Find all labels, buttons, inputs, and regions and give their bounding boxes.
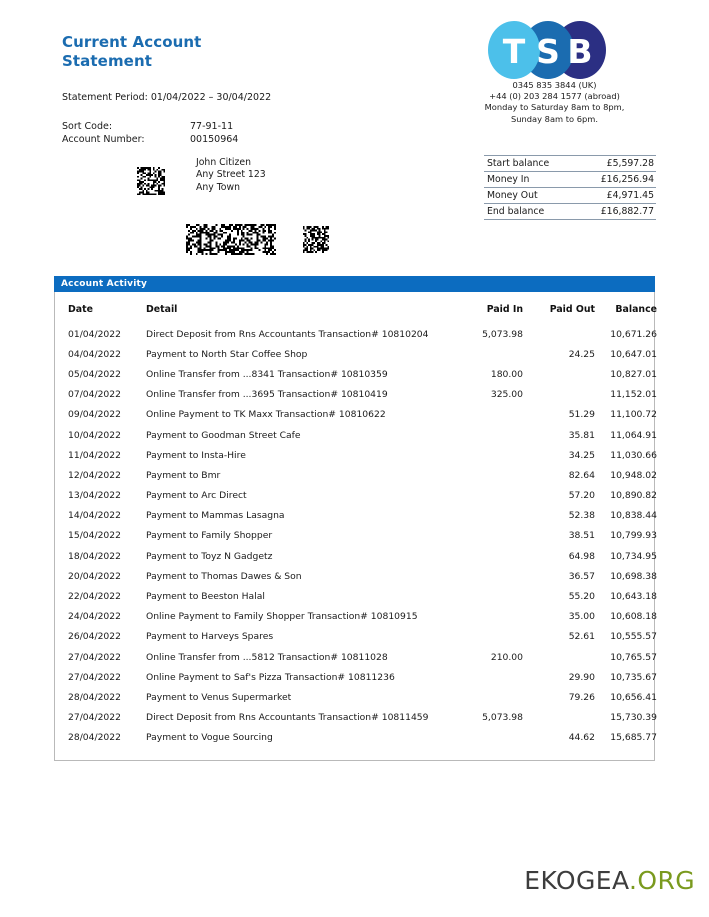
cell-detail: Payment to North Star Coffee Shop bbox=[146, 348, 308, 360]
datamatrix-code-small-icon bbox=[303, 226, 329, 253]
cell-paid-in bbox=[451, 344, 523, 364]
contact-phone-uk: 0345 835 3844 (UK) bbox=[512, 80, 597, 90]
cell-date: 28/04/2022 bbox=[68, 691, 121, 703]
table-row bbox=[55, 647, 668, 667]
cell-detail: Payment to Bmr bbox=[146, 469, 221, 481]
cell-detail: Online Transfer from ...3695 Transaction# 10810419 bbox=[146, 389, 388, 401]
tsb-logo bbox=[482, 20, 622, 80]
cell-paid-in: 5,073.98 bbox=[482, 712, 523, 724]
cell-balance: 11,100.72 bbox=[610, 409, 657, 421]
svg-text:S: S bbox=[536, 32, 560, 71]
balance-summary bbox=[484, 155, 656, 220]
cell-paid-in bbox=[451, 607, 523, 627]
ekogea-watermark bbox=[524, 866, 695, 895]
table-row bbox=[55, 586, 668, 606]
cell-balance: 10,647.01 bbox=[610, 348, 657, 360]
cell-detail: Payment to Beeston Halal bbox=[146, 591, 265, 603]
cell-paid-in bbox=[451, 627, 523, 647]
cell-date: 27/04/2022 bbox=[68, 651, 121, 663]
cell-paid-in: 180.00 bbox=[490, 368, 523, 380]
cell-balance: 10,671.26 bbox=[610, 328, 657, 340]
cell-date: 27/04/2022 bbox=[68, 712, 121, 724]
cell-paid-in bbox=[451, 445, 523, 465]
cell-paid-in: 210.00 bbox=[490, 651, 523, 663]
cell-balance: 10,948.02 bbox=[610, 469, 657, 481]
column-header-balance: Balance bbox=[615, 304, 657, 315]
summary-row-end-balance bbox=[484, 203, 656, 220]
summary-row-money-in bbox=[484, 171, 656, 187]
cell-date: 26/04/2022 bbox=[68, 631, 121, 643]
cell-detail: Direct Deposit from Rns Accountants Transaction# 10810204 bbox=[146, 328, 429, 340]
table-header-row bbox=[55, 292, 668, 324]
transactions-table bbox=[55, 292, 668, 760]
customer-name: John Citizen bbox=[196, 157, 251, 168]
cell-date: 27/04/2022 bbox=[68, 671, 121, 683]
cell-detail: Payment to Vogue Sourcing bbox=[146, 732, 273, 744]
table-row bbox=[55, 627, 668, 647]
table-row bbox=[55, 566, 668, 586]
cell-paid-in bbox=[451, 566, 523, 586]
summary-label: Start balance bbox=[487, 157, 550, 169]
cell-paid-out bbox=[523, 385, 595, 405]
cell-detail: Payment to Insta-Hire bbox=[146, 449, 246, 461]
column-header-paid-in: Paid In bbox=[486, 304, 523, 315]
cell-detail: Online Payment to Family Shopper Transaction# 10810915 bbox=[146, 611, 418, 623]
cell-detail: Payment to Mammas Lasagna bbox=[146, 510, 285, 522]
cell-detail: Online Payment to Saf's Pizza Transaction# 10811236 bbox=[146, 671, 395, 683]
contact-hours-sunday: Sunday 8am to 6pm. bbox=[511, 113, 598, 124]
barcode-wide-icon bbox=[186, 224, 276, 255]
table-row bbox=[55, 728, 668, 748]
cell-paid-in bbox=[451, 465, 523, 485]
cell-detail: Online Payment to TK Maxx Transaction# 10810622 bbox=[146, 409, 386, 421]
svg-text:B: B bbox=[567, 32, 593, 71]
cell-detail: Direct Deposit from Rns Accountants Transaction# 10811459 bbox=[146, 712, 429, 724]
cell-balance: 10,643.18 bbox=[610, 591, 657, 603]
table-bottom-spacer bbox=[55, 748, 668, 760]
cell-date: 09/04/2022 bbox=[68, 409, 121, 421]
cell-paid-in bbox=[451, 526, 523, 546]
cell-paid-in bbox=[451, 486, 523, 506]
page-title-line1: Current Account bbox=[62, 33, 202, 51]
summary-amount: £16,882.77 bbox=[600, 205, 654, 217]
cell-paid-out: 36.57 bbox=[568, 570, 595, 582]
account-number-label: Account Number: bbox=[62, 134, 145, 145]
cell-paid-out: 35.00 bbox=[568, 611, 595, 623]
cell-paid-in bbox=[451, 586, 523, 606]
cell-paid-out bbox=[523, 364, 595, 384]
cell-detail: Payment to Venus Supermarket bbox=[146, 691, 292, 703]
cell-paid-out: 82.64 bbox=[568, 469, 595, 481]
cell-balance: 15,730.39 bbox=[610, 712, 657, 724]
cell-balance: 10,656.41 bbox=[610, 691, 657, 703]
sort-code-value: 77-91-11 bbox=[190, 121, 234, 132]
table-row bbox=[55, 425, 668, 445]
table-row bbox=[55, 708, 668, 728]
cell-detail: Payment to Toyz N Gadgetz bbox=[146, 550, 273, 562]
cell-detail: Payment to Harveys Spares bbox=[146, 631, 274, 643]
cell-paid-out: 38.51 bbox=[568, 530, 595, 542]
cell-paid-in bbox=[451, 728, 523, 748]
cell-date: 14/04/2022 bbox=[68, 510, 121, 522]
table-bottom-spacer-cell bbox=[55, 748, 668, 760]
transactions-body bbox=[55, 324, 668, 760]
cell-date: 18/04/2022 bbox=[68, 550, 121, 562]
cell-balance: 10,698.38 bbox=[610, 570, 657, 582]
cell-paid-in: 325.00 bbox=[490, 389, 523, 401]
table-row bbox=[55, 405, 668, 425]
cell-balance: 10,555.57 bbox=[610, 631, 657, 643]
cell-date: 05/04/2022 bbox=[68, 368, 121, 380]
tsb-logo-svg bbox=[482, 20, 622, 80]
cell-paid-out: 35.81 bbox=[568, 429, 595, 441]
summary-row-start-balance bbox=[484, 155, 656, 171]
cell-balance: 10,734.95 bbox=[610, 550, 657, 562]
watermark-tld: .ORG bbox=[629, 866, 695, 895]
sort-code-row bbox=[62, 120, 238, 133]
cell-detail: Payment to Family Shopper bbox=[146, 530, 273, 542]
table-row bbox=[55, 364, 668, 384]
customer-address-line2: Any Town bbox=[196, 181, 240, 193]
cell-paid-out: 79.26 bbox=[568, 691, 595, 703]
account-activity-title: Account Activity bbox=[54, 276, 655, 292]
table-row bbox=[55, 445, 668, 465]
cell-paid-out bbox=[523, 324, 595, 344]
contact-hours-weekday: Monday to Saturday 8am to 8pm, bbox=[484, 102, 625, 113]
cell-paid-out: 52.61 bbox=[568, 631, 595, 643]
account-details bbox=[62, 120, 238, 146]
cell-balance: 10,838.44 bbox=[610, 510, 657, 522]
cell-detail: Payment to Goodman Street Cafe bbox=[146, 429, 301, 441]
cell-paid-out: 44.62 bbox=[568, 732, 595, 744]
cell-paid-out bbox=[523, 708, 595, 728]
cell-paid-in bbox=[451, 687, 523, 707]
cell-date: 22/04/2022 bbox=[68, 591, 121, 603]
table-row bbox=[55, 506, 668, 526]
table-row bbox=[55, 687, 668, 707]
cell-balance: 11,030.66 bbox=[610, 449, 657, 461]
summary-amount: £4,971.45 bbox=[606, 189, 654, 201]
cell-date: 24/04/2022 bbox=[68, 611, 121, 623]
cell-detail: Online Transfer from ...8341 Transaction# 10810359 bbox=[146, 368, 388, 380]
summary-amount: £5,597.28 bbox=[606, 157, 654, 169]
cell-paid-out: 52.38 bbox=[568, 510, 595, 522]
cell-paid-out: 64.98 bbox=[568, 550, 595, 562]
account-number-row bbox=[62, 133, 238, 146]
cell-detail: Online Transfer from ...5812 Transaction# 10811028 bbox=[146, 651, 388, 663]
cell-paid-out: 55.20 bbox=[568, 591, 595, 603]
page-title bbox=[62, 33, 201, 71]
cell-balance: 10,890.82 bbox=[610, 490, 657, 502]
watermark-name: EKOGEA bbox=[524, 866, 630, 895]
sort-code-label: Sort Code: bbox=[62, 121, 113, 132]
contact-phone-abroad: +44 (0) 203 284 1577 (abroad) bbox=[489, 91, 620, 102]
cell-paid-in bbox=[451, 667, 523, 687]
customer-address bbox=[196, 157, 266, 194]
cell-balance: 11,152.01 bbox=[610, 389, 657, 401]
cell-balance: 10,799.93 bbox=[610, 530, 657, 542]
cell-date: 04/04/2022 bbox=[68, 348, 121, 360]
cell-paid-in: 5,073.98 bbox=[482, 328, 523, 340]
cell-paid-out bbox=[523, 647, 595, 667]
table-row bbox=[55, 546, 668, 566]
table-row bbox=[55, 324, 668, 344]
cell-paid-out: 24.25 bbox=[568, 348, 595, 360]
cell-paid-in bbox=[451, 425, 523, 445]
cell-date: 15/04/2022 bbox=[68, 530, 121, 542]
column-header-paid-out: Paid Out bbox=[549, 304, 595, 315]
datamatrix-code-icon bbox=[137, 167, 165, 195]
cell-date: 13/04/2022 bbox=[68, 490, 121, 502]
summary-label: Money Out bbox=[487, 189, 538, 201]
table-row bbox=[55, 526, 668, 546]
cell-date: 07/04/2022 bbox=[68, 389, 121, 401]
cell-paid-in bbox=[451, 506, 523, 526]
cell-balance: 10,827.01 bbox=[610, 368, 657, 380]
summary-amount: £16,256.94 bbox=[600, 173, 654, 185]
cell-paid-out: 51.29 bbox=[568, 409, 595, 421]
cell-detail: Payment to Thomas Dawes & Son bbox=[146, 570, 302, 582]
cell-balance: 10,735.67 bbox=[610, 671, 657, 683]
table-row bbox=[55, 344, 668, 364]
cell-paid-in bbox=[451, 546, 523, 566]
column-header-detail: Detail bbox=[146, 304, 178, 315]
statement-period: Statement Period: 01/04/2022 – 30/04/2022 bbox=[62, 92, 272, 103]
cell-balance: 11,064.91 bbox=[610, 429, 657, 441]
cell-date: 11/04/2022 bbox=[68, 449, 121, 461]
cell-paid-in bbox=[451, 405, 523, 425]
table-row bbox=[55, 486, 668, 506]
cell-paid-out: 29.90 bbox=[568, 671, 595, 683]
cell-paid-out: 34.25 bbox=[568, 449, 595, 461]
table-row bbox=[55, 667, 668, 687]
cell-date: 20/04/2022 bbox=[68, 570, 121, 582]
account-activity-panel bbox=[54, 276, 655, 761]
account-number-value: 00150964 bbox=[190, 134, 239, 145]
table-row bbox=[55, 385, 668, 405]
cell-date: 10/04/2022 bbox=[68, 429, 121, 441]
summary-label: Money In bbox=[487, 173, 530, 185]
cell-date: 28/04/2022 bbox=[68, 732, 121, 744]
cell-date: 12/04/2022 bbox=[68, 469, 121, 481]
svg-text:T: T bbox=[502, 32, 526, 71]
table-row bbox=[55, 465, 668, 485]
cell-detail: Payment to Arc Direct bbox=[146, 490, 247, 502]
customer-address-line1: Any Street 123 bbox=[196, 169, 266, 181]
column-header-date: Date bbox=[68, 304, 93, 315]
cell-date: 01/04/2022 bbox=[68, 328, 121, 340]
summary-row-money-out bbox=[484, 187, 656, 203]
cell-paid-out: 57.20 bbox=[568, 490, 595, 502]
cell-balance: 10,608.18 bbox=[610, 611, 657, 623]
table-row bbox=[55, 607, 668, 627]
cell-balance: 15,685.77 bbox=[610, 732, 657, 744]
cell-balance: 10,765.57 bbox=[610, 651, 657, 663]
contact-details bbox=[462, 80, 647, 125]
page-title-line2: Statement bbox=[62, 52, 152, 70]
summary-label: End balance bbox=[487, 205, 545, 217]
